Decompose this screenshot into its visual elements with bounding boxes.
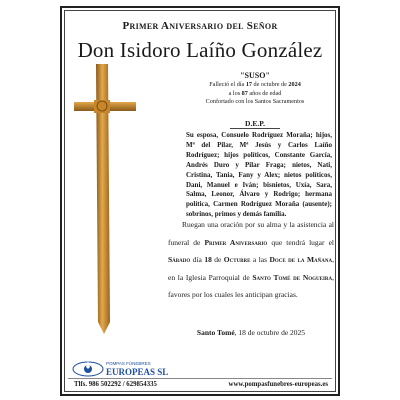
rip-divider (230, 128, 280, 129)
logo-main-text: EUROPEAS SL (106, 367, 169, 377)
rip-label: D.E.P. (245, 119, 265, 128)
death-date-line: Falleció el día 17 de octubre de 2024 (209, 81, 301, 88)
logo-small-text: POMPAS FÚNEBRES (106, 361, 151, 366)
website-url: www.pompasfunebres-europeas.es (228, 381, 328, 388)
funeral-announcement: Ruegan una oración por su alma y la asistencia al funeral de Primer Aniversario que tendrá lugar el Sábado día 18 de Octubre a las Doce de la Mañana, en la Iglesia Parroquial de Santo Tomé de Nogueira, favores por los cuales les anticipan gracias. (168, 220, 335, 299)
phone-numbers: Tlfs. 986 502292 / 629854335 (74, 381, 157, 388)
family-list: Su esposa, Consuelo Rodríguez Moraña; hijos, Mª del Pilar, Mª Jesús y Carlos Laíño Rodríguez; hijos políticos, Constante García, Andrés Duro y Pilar Fraga; nietos, Nati, Cristina, Tania, Fany y Alex; nietos políticos, Dani, Manuel e Iván; bisnietos, Uxía, Sara, Salma, Leonor, Álvaro y Rodrigo; hermana política, Carmen Rodríguez Moraña (ausente); sobrinos, primos y demás familia. (186, 131, 332, 219)
age-line: a los 87 años de edad (228, 89, 282, 97)
deceased-name: Don Isidoro Laíño González (77, 38, 323, 62)
nickname: "SUSO" (240, 71, 270, 80)
obituary-card (60, 6, 340, 396)
funeral-home-logo-icon (66, 356, 186, 382)
gold-cross-icon (74, 64, 136, 334)
place-and-date: Santo Tomé, 18 de octubre de 2025 (196, 328, 306, 337)
death-details (180, 81, 330, 107)
anniversary-title: Primer Aniversario del Señor (122, 20, 278, 32)
sacraments-line: Confortado con los Santos Sacramentos (205, 98, 305, 106)
